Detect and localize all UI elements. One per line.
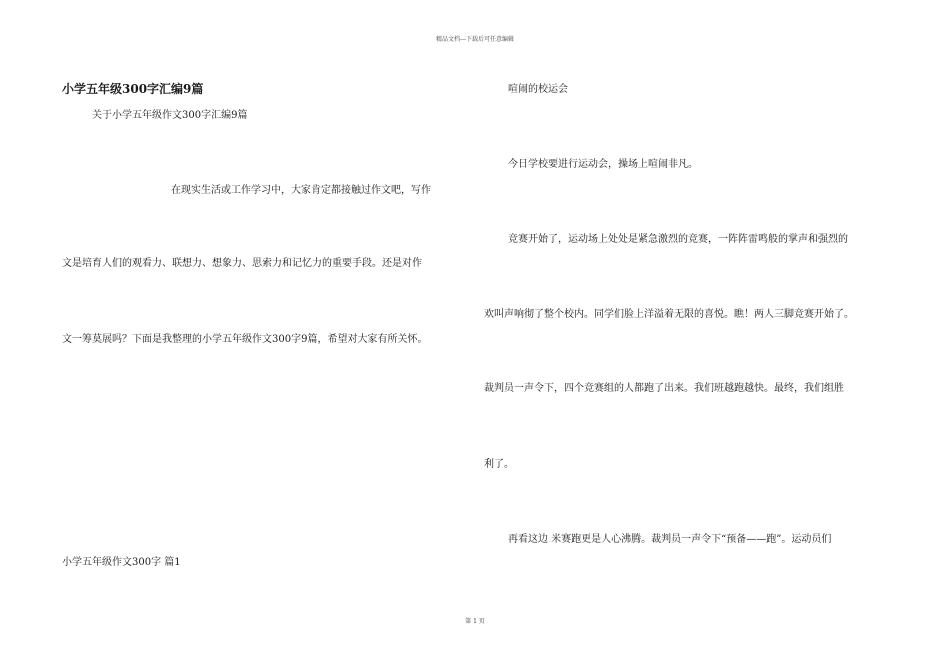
- essay-line-3: 欢叫声响彻了整个校内。同学们脸上洋溢着无限的喜悦。瞧！两人三脚竞赛开始了。: [484, 309, 854, 320]
- essay-line-5: 利了。: [484, 459, 514, 470]
- intro-line-1: 在现实生活或工作学习中，大家肯定都接触过作文吧，写作: [171, 185, 431, 196]
- page-footer: 第 1 页: [465, 618, 485, 625]
- page-header: 精品文档---下载后可任意编辑: [435, 36, 515, 43]
- intro-line-3: 文一筹莫展吗？下面是我整理的小学五年级作文300字9篇，希望对大家有所关怀。: [62, 334, 428, 345]
- essay-line-2: 竞赛开始了，运动场上处处是紧急激烈的竞赛，一阵阵雷鸣般的掌声和强烈的: [508, 234, 848, 245]
- essay-line-6: 再看这边 米赛跑更是人心沸腾。裁判员一声令下“预备——跑”。运动员们: [508, 534, 832, 545]
- essay-line-1: 今日学校要进行运动会，操场上喧闹非凡。: [508, 159, 698, 170]
- essay-title: 喧闹的校运会: [508, 84, 568, 95]
- section-heading: 小学五年级作文300字 篇1: [62, 557, 181, 568]
- intro-line-2: 文是培育人们的观看力、联想力、想象力、思索力和记忆力的重要手段。还是对作: [62, 258, 422, 269]
- document-subtitle: 关于小学五年级作文300字汇编9篇: [92, 110, 248, 121]
- essay-line-4: 裁判员一声令下，四个竞赛组的人都跑了出来。我们班越跑越快。最终，我们组胜: [484, 383, 844, 394]
- document-title: 小学五年级300字汇编9篇: [62, 82, 204, 96]
